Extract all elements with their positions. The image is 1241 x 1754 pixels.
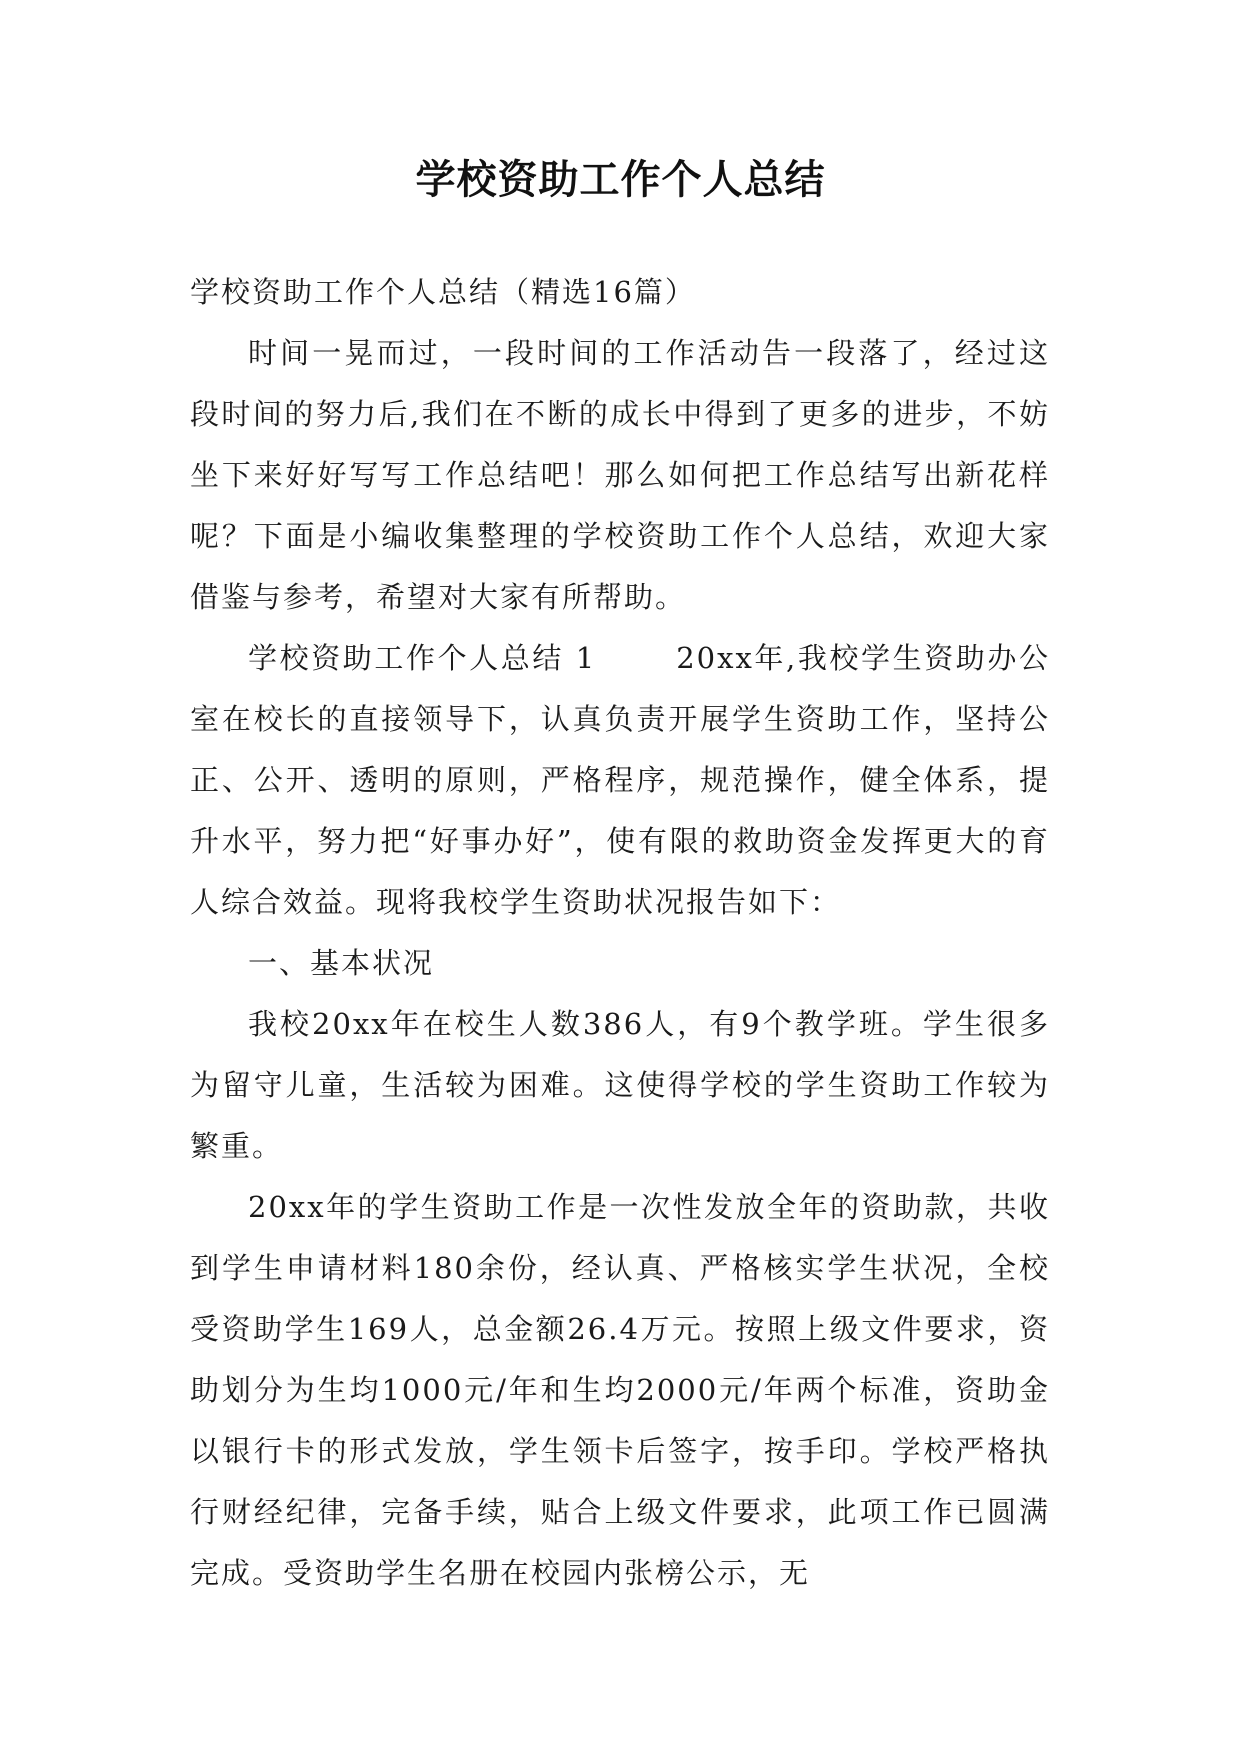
section1-heading: 学校资助工作个人总结 1 [248,641,597,675]
basic-status-paragraph: 我校20xx年在校生人数386人，有9个教学班。学生很多为留守儿童，生活较为困难。这使得学校的学生资助工作较为繁重。 [190,1007,1050,1163]
section1-text: 20xx年,我校学生资助办公室在校长的直接领导下，认真负责开展学生资助工作，坚持公正、公开、透明的原则，严格程序，规范操作，健全体系，提升水平，努力把“好事办好”，使有限的救助资金发挥更大的育人综合效益。现将我校学生资助状况报告如下： [190,641,1050,919]
document-title: 学校资助工作个人总结 [415,157,826,203]
intro-paragraph: 时间一晃而过，一段时间的工作活动告一段落了，经过这段时间的努力后,我们在不断的成长中得到了更多的进步，不妨坐下来好好写写工作总结吧！那么如何把工作总结写出新花样呢？下面是小编收集整理的学校资助工作个人总结，欢迎大家借鉴与参考，希望对大家有所帮助。 [190,336,1050,614]
section1-paragraph [190,628,1050,933]
funding-work-paragraph: 20xx年的学生资助工作是一次性发放全年的资助款，共收到学生申请材料180余份，经认真、严格核实学生状况，全校受资助学生169人，总金额26.4万元。按照上级文件要求，资助划分为生均1000元/年和生均2000元/年两个标准，资助金以银行卡的形式发放，学生领卡后签字，按手印。学校严格执行财经纪律，完备手续，贴合上级文件要求，此项工作已圆满完成。受资助学生名册在校园内张榜公示，无 [190,1190,1050,1590]
basic-status-heading: 一、基本状况 [248,946,435,980]
document-body [190,262,1050,1604]
document-subtitle: 学校资助工作个人总结（精选16篇） [190,275,696,309]
